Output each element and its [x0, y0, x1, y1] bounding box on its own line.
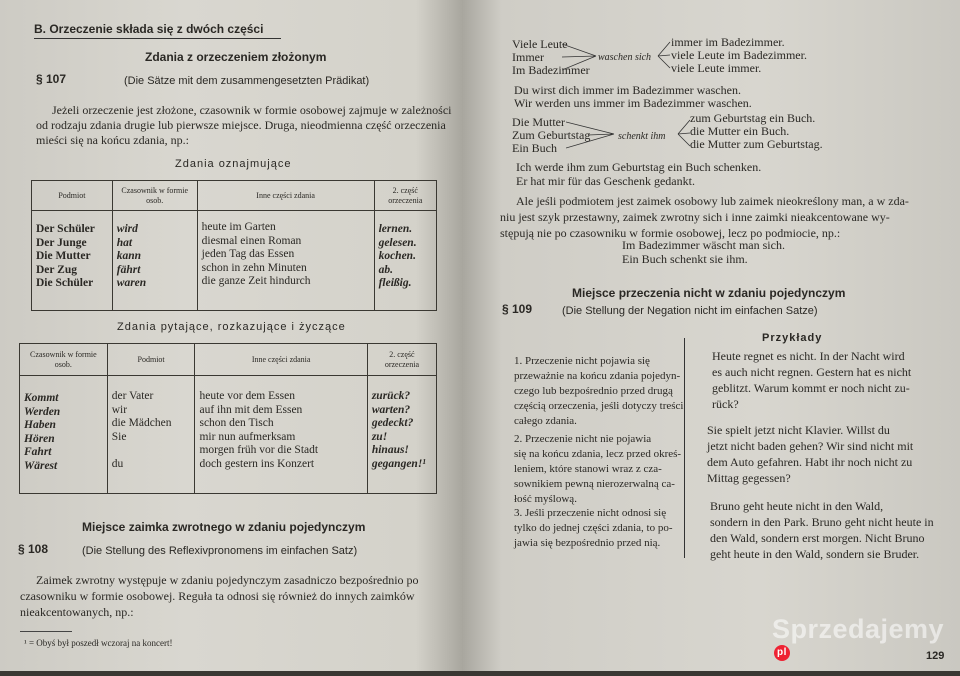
watermark-text: Sprzedajemy	[772, 614, 945, 644]
table-cell: heute im Garten	[201, 221, 276, 233]
table-cell: Die Schüler	[36, 277, 94, 289]
footnote-rule	[20, 631, 72, 632]
ex2-right-item: zum Geburtstag ein Buch.	[690, 111, 816, 125]
table-cell: warten?	[371, 403, 411, 416]
t2-header-subject: Podmiot	[107, 344, 195, 376]
table-cell: schon den Tisch	[199, 417, 274, 429]
example2-line: Mittag gegessen?	[707, 471, 791, 485]
man-para-line2: niu jest szyk przestawny, zaimek zwrotny sich i inne zaimki nieakcentowane wy-	[500, 210, 890, 224]
left-page	[0, 0, 462, 671]
s107-para-line2: od rodzaju zdania drugie lub pierwsze miejsce. Druga, nieodmienna część orzeczenia	[36, 118, 446, 132]
ex2-sentence1: Ich werde ihm zum Geburtstag ein Buch schenken.	[516, 160, 762, 174]
t2-header-other: Inne części zdania	[195, 344, 367, 376]
man-example1: Im Badezimmer wäscht man sich.	[622, 238, 785, 252]
table-cell: wird	[116, 223, 138, 235]
man-para-line3: stępują nie po czasowniku w formie osobowej, lecz po podmiocie, np.:	[500, 226, 841, 240]
ex2-left-item: Zum Geburtstag	[512, 128, 591, 142]
s108-number: § 108	[18, 542, 49, 556]
example2-line: Sie spielt jetzt nicht Klavier. Willst du	[707, 423, 890, 437]
rule1-line: całego zdania.	[514, 415, 577, 427]
table-cell: zu!	[371, 430, 388, 443]
rule3	[514, 506, 673, 551]
table-cell: heute vor dem Essen	[199, 390, 295, 402]
s108-title: Miejsce zaimka zwrotnego w zdaniu pojedynczym	[82, 520, 366, 534]
t1-col-other	[197, 211, 374, 311]
s109-number: § 109	[502, 302, 533, 316]
example1-line: es auch nicht regnen. Gestern hat es nicht	[712, 365, 912, 379]
table-cell: Wärest	[24, 459, 58, 472]
s108-para-line2: czasowniku w formie osobowej. Reguła ta odnosi się również do innych zaimków	[20, 589, 415, 603]
s109-title: Miejsce przeczenia nicht w zdaniu pojedynczym	[572, 286, 846, 300]
table-cell: Sie	[111, 430, 127, 443]
footnote: ¹ = Obyś był poszedł wczoraj na koncert!	[24, 638, 173, 648]
right-page	[462, 0, 960, 671]
table-cell: gedeckt?	[371, 417, 414, 429]
man-example2: Ein Buch schenkt sie ihm.	[622, 252, 748, 266]
rule2-line: leniem, które stanowi wraz z cza-	[514, 463, 662, 475]
column-divider	[684, 338, 685, 558]
s107-title: Zdania z orzeczeniem złożonym	[145, 50, 327, 64]
t2-header-verb: Czasownik w formie osob.	[20, 344, 108, 376]
ex1-verb	[598, 49, 651, 64]
table-cell: Der Schüler	[36, 223, 95, 235]
s109-subtitle: (Die Stellung der Negation nicht im einfachen Satze)	[562, 305, 818, 317]
examples-label: Przykłady	[762, 332, 823, 344]
table1-caption: Zdania oznajmujące	[175, 158, 292, 170]
t1-col-second	[374, 211, 436, 311]
rule2	[514, 432, 681, 507]
t2-col-second	[367, 376, 436, 494]
table-cell: hinaus!	[371, 444, 409, 456]
table-cell: gelesen.	[378, 236, 417, 249]
example2	[707, 422, 913, 486]
table-cell: wir	[111, 403, 128, 416]
table-cell: waren	[116, 277, 147, 289]
ex2-right-item: die Mutter ein Buch.	[690, 124, 790, 138]
table-cell: fährt	[116, 263, 141, 276]
example2-line: jetzt nicht baden gehen? Wir sind nicht mit	[707, 439, 914, 453]
table-cell: kann	[116, 250, 142, 262]
table-cell: mir nun aufmerksam	[199, 430, 296, 443]
rule1-line: przeważnie na końcu zdania pojedyn-	[514, 370, 681, 382]
t1-header-verb: Czasownik w formie osob.	[112, 181, 197, 211]
section-underline	[34, 38, 281, 39]
t1-header-second: 2. część orzeczenia	[374, 181, 436, 211]
rule3-line: 3. Jeśli przeczenie nicht odnosi się	[514, 507, 667, 519]
ex2-verb	[618, 128, 666, 143]
ex1-left-item: Viele Leute	[512, 37, 568, 51]
s108-subtitle: (Die Stellung des Reflexivpronomens im einfachen Satz)	[82, 545, 358, 557]
t1-header-subject: Podmiot	[32, 181, 113, 211]
ex2-sentence2: Er hat mir für das Geschenk gedankt.	[516, 174, 695, 188]
ex1-right-item: immer im Badezimmer.	[671, 35, 785, 49]
table-cell: Der Zug	[36, 263, 77, 276]
example3	[710, 498, 934, 562]
t1-col-subject	[32, 211, 113, 311]
table-cell: morgen früh vor die Stadt	[199, 444, 319, 456]
table-cell: der Vater	[111, 390, 154, 402]
ex2-right-item: die Mutter zum Geburtstag.	[690, 137, 823, 151]
t1-col-verb	[112, 211, 197, 311]
rule3-line: jawia się bezpośrednio przed nią.	[514, 537, 661, 549]
rule2-line: sownikiem pewną nierozerwalną ca-	[514, 478, 675, 490]
s108-para-line1: Zaimek zwrotny występuje w zdaniu pojedynczym zasadniczo bezpośrednio po	[36, 573, 419, 587]
table-cell: fleißig.	[378, 277, 412, 289]
table-cell: Der Junge	[36, 236, 87, 249]
ex2-left-item: Ein Buch	[512, 141, 557, 155]
table-cell: du	[111, 457, 124, 470]
s107-subtitle: (Die Sätze mit dem zusammengesetzten Prädikat)	[124, 75, 370, 87]
page-number: 129	[926, 650, 945, 662]
s107-para-line3: mieści się na końcu zdania, np.:	[36, 133, 189, 147]
example1-line: Heute regnet es nicht. In der Nacht wird	[712, 349, 905, 363]
table2-caption: Zdania pytające, rozkazujące i życzące	[117, 321, 346, 333]
section-heading: B. Orzeczenie składa się z dwóch części	[34, 22, 264, 36]
example3-line: geht heute in den Wald, sondern sie Bruder.	[710, 547, 920, 561]
table-cell: doch gestern ins Konzert	[199, 457, 315, 470]
ex2-right-group	[690, 112, 823, 151]
table-cell: Hören	[24, 432, 55, 445]
table-cell: Kommt	[24, 392, 59, 404]
table-cell: die Mädchen	[111, 417, 172, 429]
watermark-badge: pl	[774, 645, 790, 661]
ex1-right-item: viele Leute im Badezimmer.	[671, 48, 807, 62]
rule1-line: 1. Przeczenie nicht pojawia się	[514, 355, 650, 367]
ex1-right-group	[671, 36, 807, 75]
example1-line: rück?	[712, 397, 739, 411]
example1-line: geblitzt. Warum kommt er noch nicht zu-	[712, 381, 910, 395]
table-cell: Werden	[24, 405, 61, 418]
table-interrogative	[19, 343, 437, 494]
table-cell	[112, 444, 191, 458]
example3-line: Bruno geht heute nicht in den Wald,	[710, 499, 884, 513]
table-cell: Fahrt	[24, 446, 52, 458]
ex1-left-item: Im Badezimmer	[512, 63, 590, 77]
table-cell: auf ihn mit dem Essen	[199, 403, 303, 416]
table-declarative	[31, 180, 437, 311]
t2-col-verb	[20, 376, 108, 494]
table-cell: schon in zehn Minuten	[201, 261, 307, 274]
t2-col-other	[195, 376, 367, 494]
table-cell: lernen.	[378, 223, 413, 235]
ex1-verb-text: waschen sich	[598, 52, 652, 63]
table-cell: gegangen!¹	[371, 457, 426, 470]
rule1	[514, 354, 684, 429]
watermark	[772, 614, 960, 676]
table-cell: zurück?	[371, 390, 411, 402]
table-cell: Haben	[24, 419, 56, 431]
s107-number: § 107	[36, 72, 67, 86]
t1-header-other: Inne części zdania	[197, 181, 374, 211]
ex2-verb-text: schenkt ihm	[618, 131, 666, 142]
table-cell: ab.	[378, 263, 393, 276]
table-cell: die ganze Zeit hindurch	[201, 275, 311, 287]
s107-para-line1: Jeżeli orzeczenie jest złożone, czasownik w formie osobowej zajmuje w zależności	[52, 103, 452, 117]
table-cell: diesmal einen Roman	[201, 234, 302, 247]
example3-line: den Wald, sondern erst morgen. Nicht Bruno	[710, 531, 925, 545]
man-para-line1: Ale jeśli podmiotem jest zaimek osobowy lub zaimek nieokreślony man, a w zda-	[516, 194, 909, 208]
s108-para-line3: nieakcentowanych, np.:	[20, 605, 134, 619]
rule1-line: czego lub bezpośrednio przed drugą	[514, 385, 673, 397]
rule2-line: łość myślową.	[514, 493, 577, 505]
table-cell: jeden Tag das Essen	[201, 248, 295, 260]
example1	[712, 348, 911, 412]
rule3-line: tylko do jednej części zdania, to po-	[514, 522, 673, 534]
example2-line: dem Auto gefahren. Habt ihr noch nicht zu	[707, 455, 913, 469]
t2-col-subject	[107, 376, 195, 494]
t2-header-second: 2. część orzeczenia	[367, 344, 436, 376]
rule2-line: się na końcu zdania, lecz przed okreś-	[514, 448, 682, 460]
table-cell: hat	[116, 236, 133, 249]
ex1-right-item: viele Leute immer.	[671, 61, 762, 75]
ex2-left-item: Die Mutter	[512, 115, 565, 129]
ex1-sentence2: Wir werden uns immer im Badezimmer waschen.	[514, 96, 752, 110]
example3-line: sondern in den Park. Bruno geht nicht heute in	[710, 515, 934, 529]
rule1-line: częścią orzeczenia, jeśli dotyczy treści	[514, 400, 684, 412]
ex1-left-item: Immer	[512, 50, 544, 64]
rule2-line: 2. Przeczenie nicht nie pojawia	[514, 433, 652, 445]
table-cell: kochen.	[378, 250, 416, 262]
ex1-sentence1: Du wirst dich immer im Badezimmer waschen.	[514, 83, 741, 97]
table-cell: Die Mutter	[36, 250, 91, 262]
